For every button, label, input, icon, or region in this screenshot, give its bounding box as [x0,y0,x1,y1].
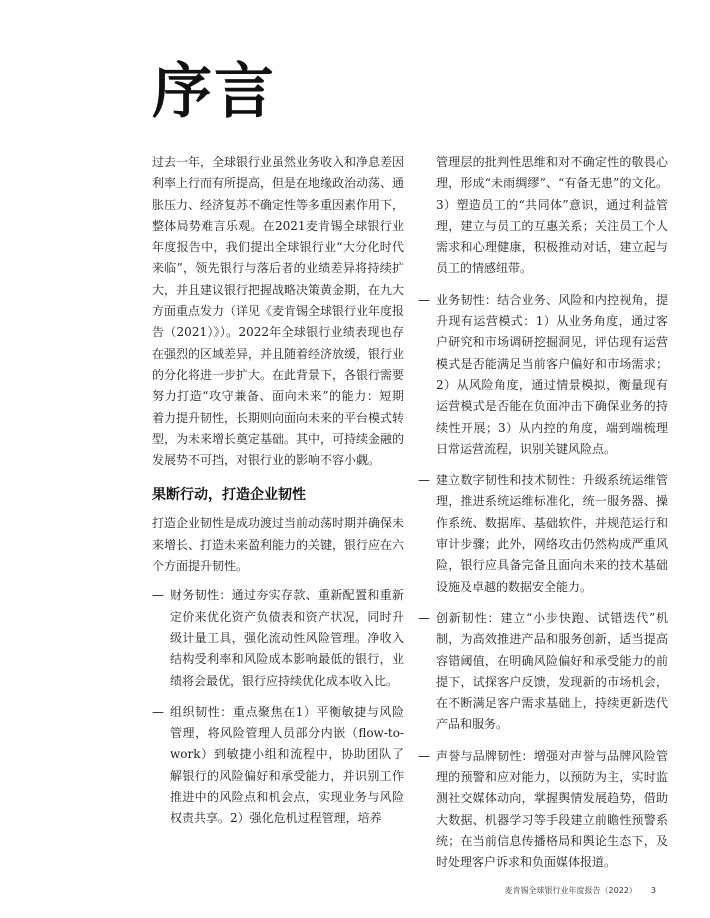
bullet-digital-resilience [418,470,668,598]
footer-report-title: 麦肯锡全球银行业年度报告（2022） [504,886,637,895]
bullet-text: 创新韧性：建立“小步快跑、试错迭代”机制，为高效推进产品和服务创新，适当提高容错阈值，在明确风险偏好和承受能力的前提下，试探客户反馈，发现新的市场机会，在不断满足客户需求基础上，持续更新迭代产品和服务。 [436,610,668,732]
bullet-financial-resilience [152,585,404,691]
dash-bullet-icon: — [418,292,430,307]
dash-bullet-icon: — [418,473,430,488]
intro-paragraph: 过去一年，全球银行业虽然业务收入和净息差因利率上行而有所提高，但是在地缘政治动荡、通胀压力、经济复苏不确定性等多重因素作用下，整体局势难言乐观。在2021麦肯锡全球银行业年度报告中，我们提出全球银行业“大分化时代来临”，领先银行与落后者的业绩差异将持续扩大，并且建议银行把握战略决策黄金期，在九大方面重点发力（详见《麦肯锡全球银行业年度报告（2021）》）。2022年全球银行业绩表现也存在强烈的区域差异，并且随着经济放缓，银行业的分化将进一步扩大。在此背景下，各银行需要努力打造“攻守兼备、面向未来”的能力：短期着力提升韧性，长期则向面向未来的平台模式转型，为未来增长奠定基础。其中，可持续金融的发展势不可挡，对银行业的影响不容小觑。 [152,155,405,468]
dash-bullet-icon: — [152,704,164,719]
bullet-innovation-resilience [418,608,668,736]
section-heading: 果断行动，打造企业韧性 [152,487,306,504]
bullet-text: 建立数字韧性和技术韧性：升级系统运维管理，推进系统运维标准化，统一服务器、操作系统、数据库、基础软件，并规范运行和审计步骤；此外，网络攻击仍然构成严重风险，银行应具备完备且面向未来的技术基础设施及卓越的数据安全能力。 [436,473,668,594]
continuation-paragraph: 管理层的批判性思维和对不确定性的敬畏心理，形成“未雨绸缪”、“有备无患”的文化。3）塑造员工的“共同体”意识，通过利益管理，建立与员工的互惠关系；关注员工个人需求和心理健康，积极推动对话，建立起与员工的情感纽带。 [436,155,668,276]
right-column [418,152,668,874]
bullet-text: 业务韧性：结合业务、风险和内控视角，提升现有运营模式：1）从业务角度，通过客户研究和市场调研挖掘洞见，评估现有运营模式是否能满足当前客户偏好和市场需求；2）从风险角度，通过情景模拟，衡量现有运营模式是否能在负面冲击下确保业务的持续性开展；3）从内控的角度，端到端梳理日常运营流程，识别关键风险点。 [436,292,668,456]
left-column [152,152,404,830]
page-footer [505,885,656,896]
page-title: 序言 [152,57,276,127]
bullet-reputation-resilience [418,746,668,874]
bullet-text: 财务韧性：通过夯实存款、重新配置和重新定价来优化资产负债表和资产状况，同时升级计量工具，强化流动性风险管理。净收入结构受利率和风险成本影响最低的银行，业绩将会最优，银行应持续优化成本收入比。 [170,588,404,688]
bullet-organizational-resilience [152,702,404,830]
bullet-business-resilience [418,290,668,460]
dash-bullet-icon: — [418,610,430,625]
page-number: 3 [650,886,656,895]
bullet-text: 声誉与品牌韧性：增强对声誉与品牌风险管理的预警和应对能力，以预防为主，实时监测社交媒体动向，掌握舆情发展趋势，借助大数据、机器学习等手段建立前瞻性预警系统；在当前信息传播格局和舆论生态下，及时处理客户诉求和负面媒体报道。 [436,748,668,870]
dash-bullet-icon: — [152,588,164,603]
bullet-text: 组织韧性：重点聚焦在1）平衡敏捷与风险管理，将风险管理人员部分内嵌（flow-to-work）到敏捷小组和流程中，协助团队了解银行的风险偏好和承受能力，并识别工作推进中的风险点和机会点，实现业务与风险权责共享。2）强化危机过程管理，培养 [170,704,404,826]
dash-bullet-icon: — [418,748,430,763]
section-intro-paragraph: 打造企业韧性是成功渡过当前动荡时期并确保未来增长、打造未来盈利能力的关键，银行应在六个方面提升韧性。 [152,516,405,574]
